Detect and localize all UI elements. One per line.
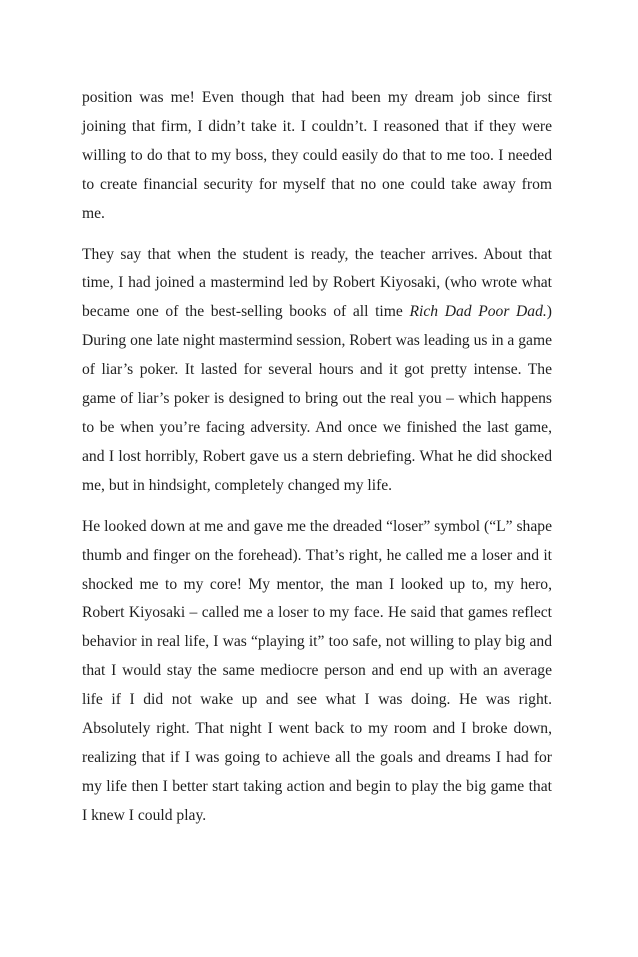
paragraph-2-text-after: ) During one late night mastermind session, Robert was leading us in a game of liar’s poker. It lasted for several hours and it got pretty intense. The game of liar’s poker is designed to bring out the real you – which happens to be when you’re facing adversity. And once we finished the last game, and I lost horribly, Robert gave us a stern debriefing. What he did shocked me, but in hindsight, completely changed my life. — [82, 303, 552, 494]
paragraph-1: position was me! Even though that had been my dream job since first joining that firm, I didn’t take it. I couldn’t. I reasoned that if they were willing to do that to my boss, they could easily do that to me too. I needed to create financial security for myself that no one could take away from me. — [82, 89, 552, 222]
paragraph-2-text-before: They say that when the student is ready, the teacher arrives. About that time, I had joined a mastermind led by Robert Kiyosaki, (who wrote what became one of the best-selling books of all time — [82, 245, 552, 321]
paragraph-2 — [82, 241, 552, 501]
paragraph-3: He looked down at me and gave me the dreaded “loser” symbol (“L” shape thumb and finger on the forehead). That’s right, he called me a loser and it shocked me to my core! My mentor, the man I looked up to, my hero, Robert Kiyosaki – called me a loser to my face. He said that games reflect behavior in real life, I was “playing it” too safe, not willing to play big and that I would stay the same mediocre person and end up with an average life if I did not wake up and see what I was doing. He was right. Absolutely right. That night I went back to my room and I broke down, realizing that if I was going to achieve all the goals and dreams I had for my life then I better start taking action and begin to play the big game that I knew I could play. — [82, 517, 552, 824]
document-page — [82, 84, 552, 843]
book-title-italic: Rich Dad Poor Dad. — [409, 303, 547, 321]
